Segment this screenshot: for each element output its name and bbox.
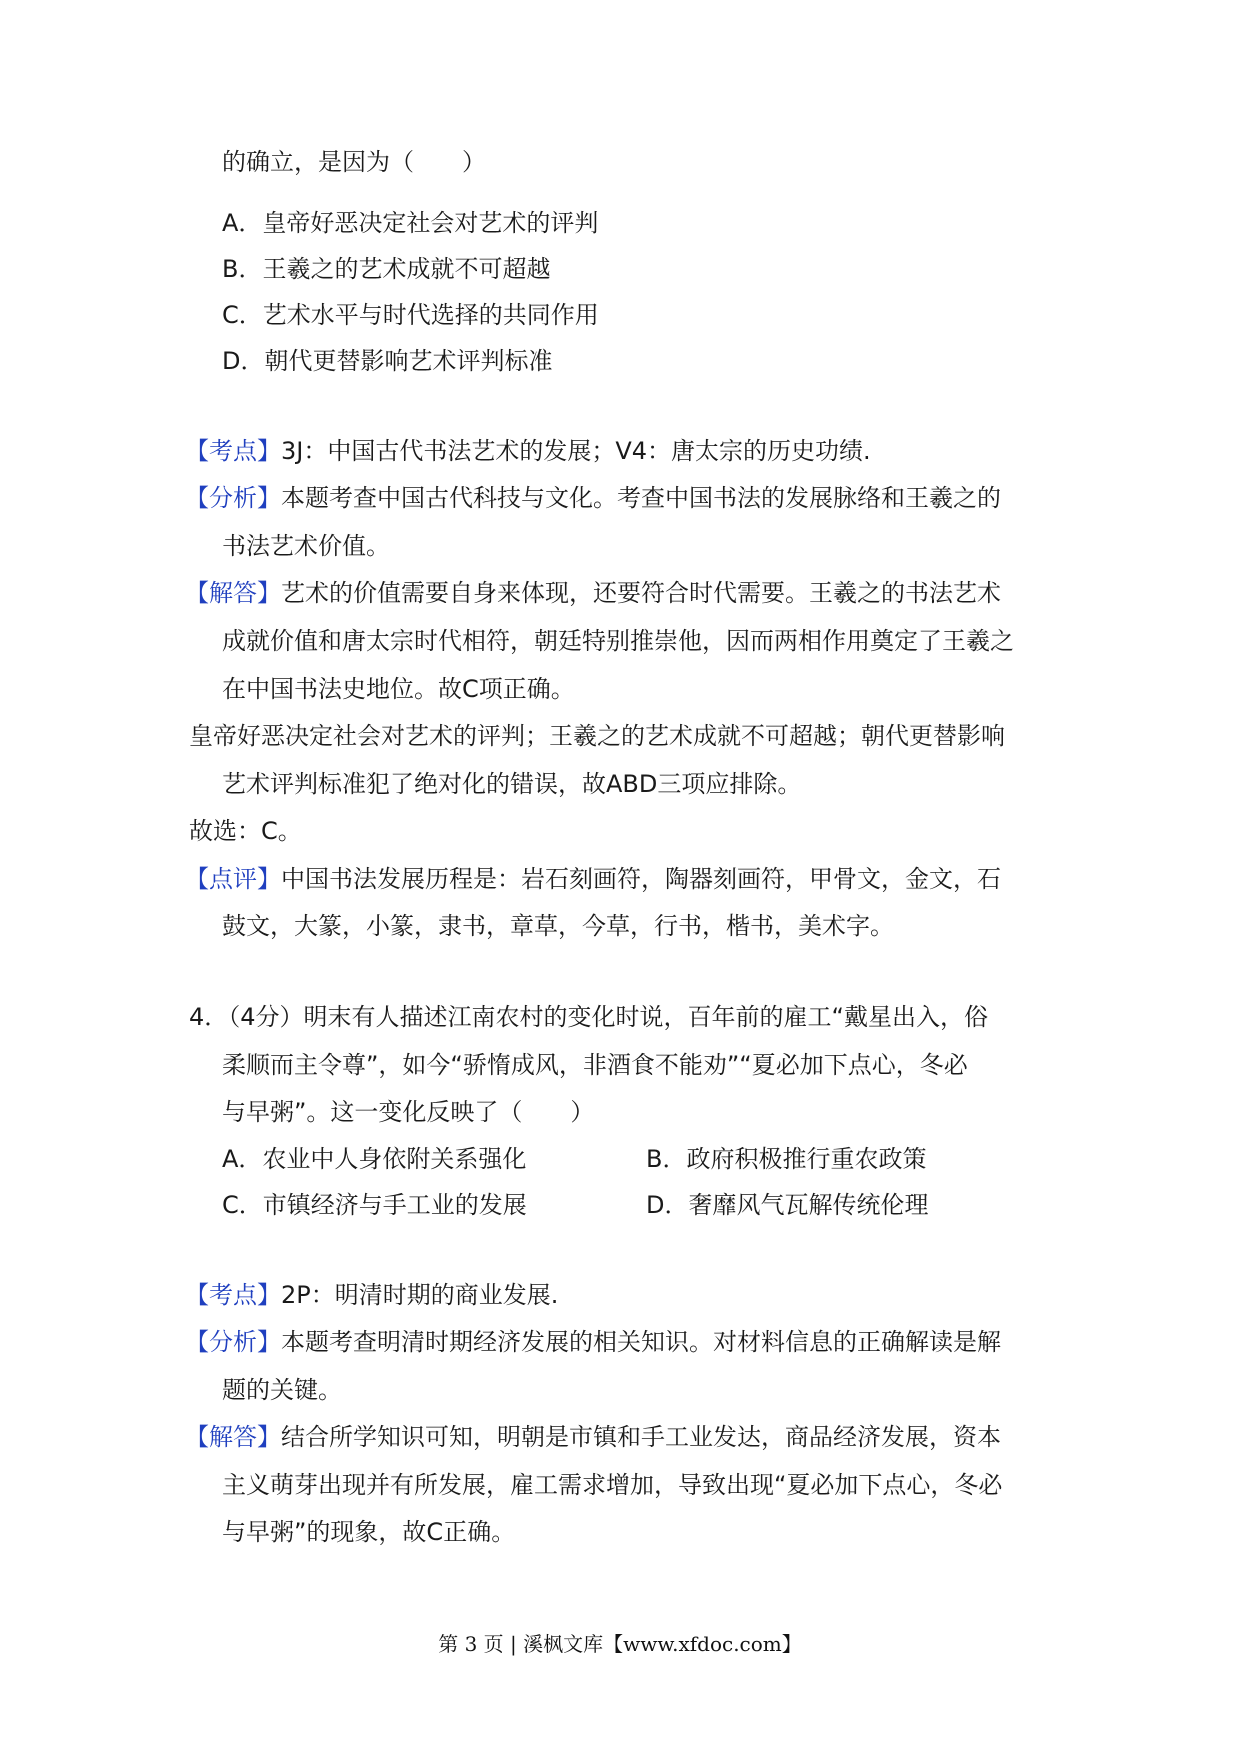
kaodian-tag: 【考点】 (185, 1281, 281, 1309)
q4-stem-line2: 柔顺而主令尊”，如今“骄惰成风，非酒食不能劝”“夏必加下点心，冬必 (222, 1051, 968, 1079)
fenxi-tag: 【分析】 (185, 1328, 281, 1356)
jieda-tag: 【解答】 (185, 1423, 281, 1451)
q4-jieda-line2: 主义萌芽出现并有所发展，雇工需求增加，导致出现“夏必加下点心，冬必 (222, 1471, 1003, 1499)
q4-stem-line1: 4．（4分）明末有人描述江南农村的变化时说，百年前的雇工“戴星出入，俗 (189, 1003, 988, 1031)
q4-option-b: B．政府积极推行重农政策 (646, 1145, 927, 1173)
q3-option-c: C．艺术水平与时代选择的共同作用 (222, 301, 599, 329)
fenxi-tag: 【分析】 (185, 484, 281, 512)
jieda-tag: 【解答】 (185, 579, 281, 607)
kaodian-tag: 【考点】 (185, 437, 281, 465)
q3-answer: 故选：C。 (189, 817, 302, 845)
dianping-tag: 【点评】 (185, 865, 281, 893)
q3-fenxi (185, 482, 1001, 514)
q3-jieda-line2: 成就价值和唐太宗时代相符，朝廷特别推崇他，因而两相作用奠定了王羲之 (222, 627, 1014, 655)
q3-stem-tail: 的确立，是因为（ ） (222, 148, 486, 176)
dianping-text-line1: 中国书法发展历程是：岩石刻画符，陶器刻画符，甲骨文，金文，石 (281, 865, 1001, 893)
q4-option-c: C．市镇经济与手工业的发展 (222, 1191, 527, 1219)
jieda-text-line1: 结合所学知识可知，明朝是市镇和手工业发达，商品经济发展，资本 (281, 1423, 1001, 1451)
q4-option-a: A．农业中人身依附关系强化 (222, 1145, 527, 1173)
q4-jieda (185, 1421, 1001, 1453)
q3-dianping-line2: 鼓文，大篆，小篆，隶书，章草，今草，行书，楷书，美术字。 (222, 912, 894, 940)
page-footer: 第 3 页 | 溪枫文库【www.xfdoc.com】 (438, 1632, 802, 1656)
q4-fenxi-line2: 题的关键。 (222, 1376, 342, 1404)
q4-option-d: D．奢靡风气瓦解传统伦理 (646, 1191, 929, 1219)
fenxi-text-line1: 本题考查中国古代科技与文化。考查中国书法的发展脉络和王羲之的 (281, 484, 1001, 512)
jieda-text-line1: 艺术的价值需要自身来体现，还要符合时代需要。王羲之的书法艺术 (281, 579, 1001, 607)
q3-kaodian (185, 435, 871, 467)
q4-stem-line3: 与早粥”。这一变化反映了（ ） (222, 1098, 595, 1126)
q3-option-b: B．王羲之的艺术成就不可超越 (222, 255, 551, 283)
q3-extra-line2: 艺术评判标准犯了绝对化的错误，故ABD三项应排除。 (222, 770, 802, 798)
q4-fenxi (185, 1326, 1001, 1358)
fenxi-text-line1: 本题考查明清时期经济发展的相关知识。对材料信息的正确解读是解 (281, 1328, 1001, 1356)
q3-jieda-line3: 在中国书法史地位。故C项正确。 (222, 675, 575, 703)
q3-fenxi-line2: 书法艺术价值。 (222, 532, 390, 560)
q3-dianping (185, 863, 1001, 895)
kaodian-text: 2P：明清时期的商业发展. (281, 1281, 559, 1309)
q3-option-d: D．朝代更替影响艺术评判标准 (222, 347, 553, 375)
q3-extra-line1: 皇帝好恶决定社会对艺术的评判；王羲之的艺术成就不可超越；朝代更替影响 (189, 722, 1005, 750)
q4-jieda-line3: 与早粥”的现象，故C正确。 (222, 1518, 516, 1546)
kaodian-text: 3J：中国古代书法艺术的发展；V4：唐太宗的历史功绩. (281, 437, 871, 465)
q3-jieda (185, 577, 1001, 609)
q3-option-a: A．皇帝好恶决定社会对艺术的评判 (222, 209, 599, 237)
q4-kaodian (185, 1279, 558, 1311)
